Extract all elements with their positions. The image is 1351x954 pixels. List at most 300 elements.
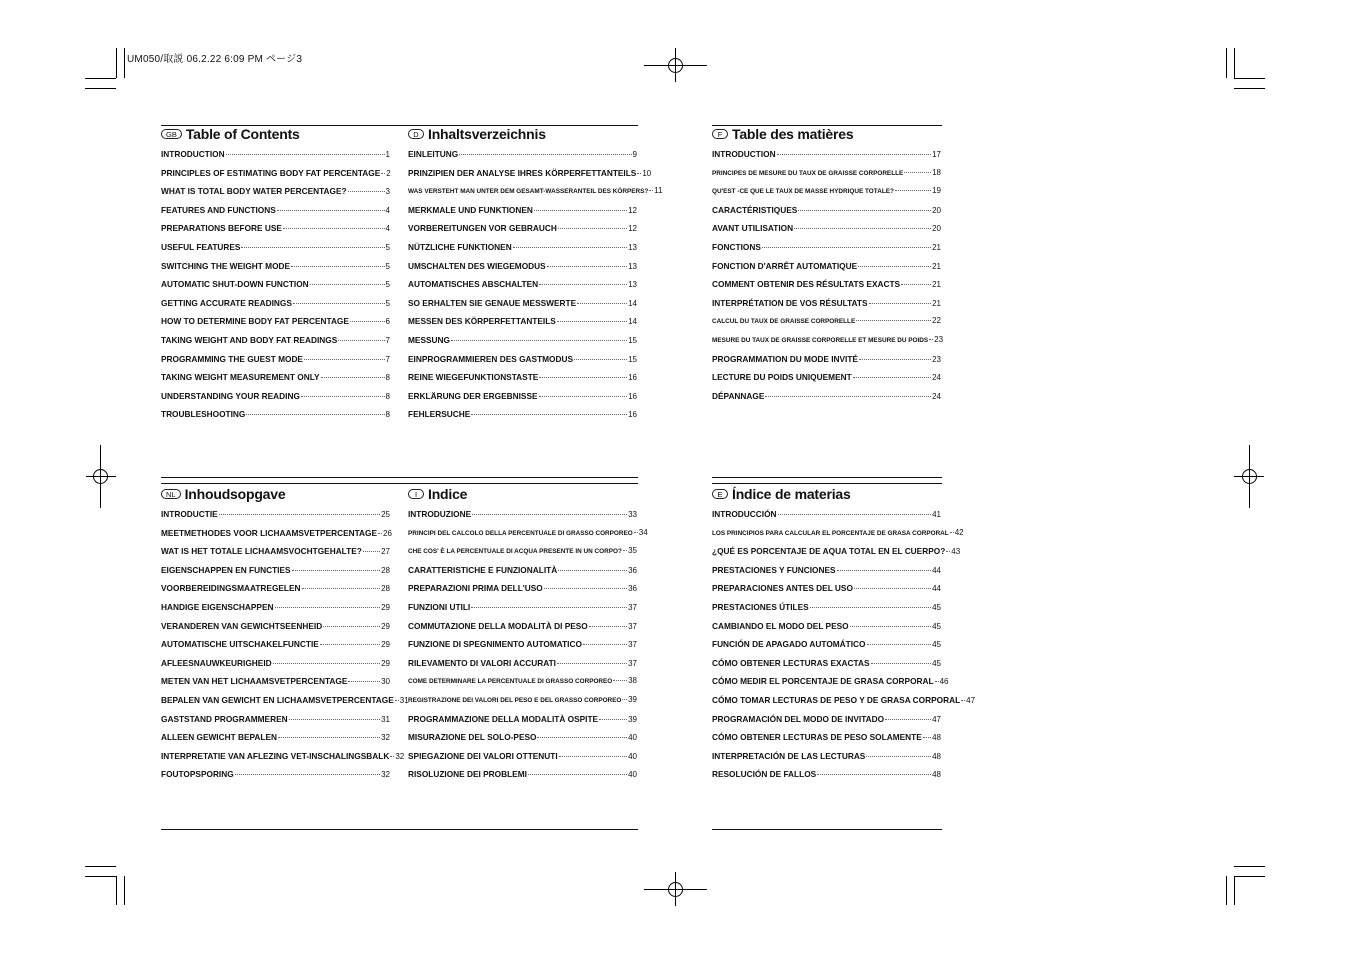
dot-leader: [459, 154, 631, 155]
toc-entry-page: 29: [381, 640, 390, 650]
dot-leader: [850, 626, 931, 627]
toc-entry-page: 7: [385, 354, 390, 364]
toc-section-d: [408, 126, 663, 420]
toc-entry: [408, 546, 637, 558]
toc-entry-title: USEFUL FEATURES: [161, 242, 241, 252]
toc-entry: [712, 335, 944, 347]
toc-entry: [712, 205, 941, 217]
toc-entry-title: TAKING WEIGHT MEASUREMENT ONLY: [161, 372, 320, 383]
toc-entry-title: PRESTACIONES Y FUNCIONES: [712, 564, 836, 575]
toc-entry: [408, 149, 637, 161]
toc-entry-page: 48: [932, 733, 941, 743]
toc-entry: [161, 528, 390, 540]
toc-entry-title: COME DETERMINARE LA PERCENTUALE DI GRASSO CORPOREO: [408, 678, 613, 686]
dot-leader: [321, 377, 385, 378]
toc-entry-page: 9: [632, 150, 637, 159]
dot-leader: [246, 414, 384, 415]
toc-entry-title: ¿QUÉ ES PORCENTAJE DE AQUA TOTAL EN EL CUERPO?: [712, 546, 946, 557]
toc-entry-page: 45: [932, 603, 941, 612]
toc-entry: [161, 279, 390, 291]
toc-entry-title: DÉPANNAGE: [712, 390, 765, 401]
toc-entry-title: ERKLÄRUNG DER ERGEBNISSE: [408, 390, 538, 401]
toc-entry: [712, 316, 941, 328]
toc-section-i: [408, 486, 648, 780]
toc-entry-title: PROGRAMMAZIONE DELLA MODALITÀ OSPITE: [408, 713, 599, 724]
toc-entry-page: 30: [381, 677, 390, 687]
section-heading: [712, 125, 941, 143]
toc-entry: [408, 298, 637, 310]
dot-leader: [961, 700, 965, 701]
dot-leader: [935, 681, 939, 682]
toc-entry: [712, 639, 941, 651]
toc-entry: [712, 621, 941, 633]
toc-entry-title: COMMENT OBTENIR DES RÉSULTATS EXACTS: [712, 279, 901, 290]
toc-entry-page: 16: [628, 373, 637, 383]
section-heading: [408, 485, 637, 503]
toc-entry: [408, 527, 648, 540]
toc-entry-page: 14: [628, 298, 637, 308]
dot-leader: [765, 396, 931, 397]
toc-entry-page: 29: [381, 621, 390, 631]
toc-entry-page: 13: [628, 280, 637, 290]
toc-entry: [161, 335, 390, 347]
dot-leader: [634, 532, 638, 533]
toc-entry: [161, 602, 390, 614]
toc-entry-page: 6: [385, 317, 390, 327]
toc-entry: [712, 279, 941, 291]
toc-entry-title: INTRODUCCIÓN: [712, 509, 777, 519]
toc-entry-page: 5: [385, 280, 390, 290]
mid-rule-left-2: [161, 483, 638, 484]
toc-entry: [712, 242, 941, 254]
dot-leader: [895, 190, 931, 191]
toc-entry-title: AUTOMATISCHE UITSCHAKELFUNCTIE: [161, 639, 319, 650]
toc-entry: [161, 149, 390, 161]
toc-entry: [408, 223, 637, 235]
dot-leader: [320, 644, 380, 645]
toc-entry-page: 29: [381, 658, 390, 668]
toc-entry-title: CALCUL DU TAUX DE GRAISSE CORPORELLE: [712, 318, 856, 326]
toc-entry: [712, 546, 961, 558]
dot-leader: [275, 607, 381, 608]
dot-leader: [471, 607, 627, 608]
toc-entry-page: 40: [628, 733, 637, 743]
toc-entry-page: 10: [642, 168, 652, 178]
toc-entry: [161, 750, 405, 763]
toc-section-e: [712, 486, 976, 780]
toc-entry-title: TROUBLESHOOTING: [161, 409, 246, 420]
toc-entry-page: 36: [628, 565, 637, 575]
dot-leader: [574, 359, 627, 360]
toc-entry-title: LOS PRINCIPIOS PARA CALCULAR EL PORCENTAJE DE GRASA CORPORAL: [712, 529, 949, 537]
toc-entry-page: 37: [628, 603, 637, 612]
toc-entry: [161, 372, 390, 384]
dot-leader: [283, 228, 385, 229]
toc-entry-title: MESSEN DES KÖRPERFETTANTEILS: [408, 316, 556, 327]
toc-entry-page: 8: [385, 410, 390, 420]
toc-entry-page: 39: [628, 714, 637, 724]
toc-entry: [408, 242, 637, 254]
toc-entry: [408, 639, 637, 651]
toc-entry: [712, 261, 941, 273]
toc-entry-title: CHE COS' È LA PERCENTUALE DI ACQUA PRESENTE IN UN CORPO?: [408, 548, 622, 556]
toc-entry-title: GETTING ACCURATE READINGS: [161, 297, 292, 308]
dot-leader: [950, 532, 954, 533]
toc-section-gb: [161, 126, 391, 420]
toc-entry-title: EINPROGRAMMIEREN DES GASTMODUS: [408, 353, 574, 364]
toc-entry-page: 12: [628, 205, 637, 215]
bottom-rule-right: [712, 829, 942, 830]
toc-entry-page: 32: [381, 770, 390, 780]
dot-leader: [798, 210, 931, 211]
toc-entry: [161, 261, 390, 273]
dot-leader: [451, 340, 627, 341]
toc-entry-title: CARATTERISTICHE E FUNZIONALITÀ: [408, 564, 558, 575]
toc-entry: [161, 565, 390, 577]
toc-entry: [161, 205, 390, 217]
dot-leader: [304, 359, 385, 360]
dot-leader: [901, 284, 931, 285]
toc-entry-page: 37: [628, 640, 637, 650]
toc-entry-page: 14: [628, 317, 637, 327]
toc-entry-page: 5: [385, 298, 390, 308]
toc-entry-page: 45: [932, 640, 941, 650]
toc-entry-page: 21: [932, 298, 941, 308]
dot-leader: [613, 680, 627, 681]
toc-entry-page: 12: [628, 224, 637, 234]
toc-entry-title: PROGRAMMATION DU MODE INVITÉ: [712, 353, 858, 364]
dot-leader: [577, 303, 627, 304]
toc-entry-title: MERKMALE UND FUNKTIONEN: [408, 204, 533, 215]
dot-leader: [869, 303, 932, 304]
toc-entry: [408, 714, 637, 726]
toc-entry: [712, 509, 941, 521]
section-title: Table des matières: [732, 126, 854, 142]
toc-section-f: [712, 126, 944, 401]
toc-entry: [712, 695, 976, 707]
mid-rule-right: [712, 477, 942, 478]
toc-entry: [161, 242, 390, 254]
toc-entry: [712, 391, 941, 403]
toc-entry-title: VORBEREITUNGEN VOR GEBRAUCH: [408, 223, 557, 234]
toc-entry-page: 39: [628, 695, 637, 704]
dot-leader: [904, 172, 931, 173]
dot-leader: [513, 247, 627, 248]
toc-entry: [161, 639, 390, 651]
toc-entry: [408, 354, 637, 366]
toc-entry-page: 32: [395, 751, 405, 761]
toc-entry: [161, 732, 390, 744]
toc-entry-title: INTERPRÉTATION DE VOS RÉSULTATS: [712, 297, 868, 308]
dot-leader: [794, 228, 931, 229]
toc-entry-title: NÜTZLICHE FUNKTIONEN: [408, 242, 512, 252]
dot-leader: [378, 533, 382, 534]
toc-entry-page: 28: [381, 565, 390, 575]
dot-leader: [539, 396, 628, 397]
toc-entry-title: GASTSTAND PROGRAMMEREN: [161, 713, 288, 724]
toc-entry-page: 48: [932, 751, 941, 761]
toc-entry: [712, 354, 941, 366]
toc-entry-title: VERANDEREN VAN GEWICHTSEENHEID: [161, 620, 323, 631]
toc-entry: [712, 658, 941, 670]
toc-entry-page: 17: [932, 150, 941, 159]
toc-entry-page: 23: [932, 354, 941, 364]
dot-leader: [558, 570, 627, 571]
toc-entry-page: 24: [932, 391, 941, 401]
toc-entry: [408, 695, 637, 707]
toc-entry: [408, 676, 637, 688]
toc-entry-title: FUNCIÓN DE APAGADO AUTOMÁTICO: [712, 639, 866, 650]
dot-leader: [777, 154, 931, 155]
toc-entry-title: WAT IS HET TOTALE LICHAAMSVOCHTGEHALTE?: [161, 546, 362, 557]
dot-leader: [867, 644, 932, 645]
toc-entry-page: 45: [932, 658, 941, 668]
dot-leader: [871, 663, 932, 664]
dot-leader: [539, 377, 627, 378]
dot-leader: [348, 681, 380, 682]
toc-entry: [408, 583, 637, 595]
language-badge: GB: [161, 129, 182, 139]
toc-entry: [712, 769, 941, 781]
toc-entry: [161, 583, 390, 595]
section-heading: [408, 125, 637, 143]
toc-entry: [161, 316, 390, 328]
dot-leader: [810, 607, 931, 608]
toc-entry-title: HANDIGE EIGENSCHAPPEN: [161, 602, 274, 612]
toc-entry-title: SO ERHALTEN SIE GENAUE MESSWERTE: [408, 297, 577, 308]
toc-entry-page: 8: [385, 391, 390, 401]
toc-entry-page: 21: [932, 243, 941, 252]
toc-entry: [712, 676, 949, 688]
toc-entry-page: 13: [628, 261, 637, 271]
toc-entry-page: 5: [385, 243, 390, 252]
mid-rule-right-2: [712, 483, 942, 484]
toc-entry: [712, 372, 941, 384]
toc-entry-title: INTERPRETACIÓN DE LAS LECTURAS: [712, 750, 866, 761]
toc-entry: [712, 714, 941, 726]
dot-leader: [528, 774, 627, 775]
toc-entry-page: 22: [932, 316, 941, 326]
toc-entry-page: 32: [381, 733, 390, 743]
toc-entry-title: COMMUTAZIONE DELLA MODALITÀ DI PESO: [408, 620, 588, 631]
toc-entry-title: VOORBEREIDINGSMAATREGELEN: [161, 583, 301, 594]
dot-leader: [310, 284, 385, 285]
toc-entry: [161, 186, 390, 198]
dot-leader: [623, 550, 627, 551]
mid-rule-left: [161, 477, 638, 478]
toc-entry: [408, 565, 637, 577]
toc-entry: [712, 565, 941, 577]
toc-entry-title: MEETMETHODES VOOR LICHAAMSVETPERCENTAGE: [161, 527, 378, 538]
toc-entry-page: 5: [385, 261, 390, 271]
dot-leader: [323, 626, 380, 627]
toc-entry-page: 40: [628, 770, 637, 780]
toc-entry: [712, 168, 941, 180]
dot-leader: [858, 266, 931, 267]
dot-leader: [854, 588, 931, 589]
toc-entry: [408, 621, 637, 633]
toc-entry-title: INTERPRETATIE VAN AFLEZING VET-INSCHALINGSBALK: [161, 750, 390, 761]
dot-leader: [219, 514, 380, 515]
toc-entry-page: 44: [932, 584, 941, 594]
toc-entry-page: 4: [385, 205, 390, 215]
toc-entry-page: 13: [628, 243, 637, 252]
dot-leader: [557, 663, 627, 664]
toc-entry-page: 7: [385, 336, 390, 345]
toc-entry-page: 28: [381, 584, 390, 594]
toc-entry: [161, 676, 390, 688]
language-badge: NL: [161, 489, 181, 499]
dot-leader: [302, 588, 381, 589]
toc-entry: [712, 602, 941, 614]
toc-entry-page: 18: [932, 167, 941, 177]
toc-entry-title: RESOLUCIÓN DE FALLOS: [712, 769, 817, 780]
dot-leader: [583, 644, 627, 645]
dot-leader: [472, 514, 627, 515]
dot-leader: [390, 756, 394, 757]
dot-leader: [559, 756, 627, 757]
toc-entry: [712, 732, 941, 744]
toc-entry-title: PROGRAMMING THE GUEST MODE: [161, 353, 303, 364]
toc-entry-page: 44: [932, 565, 941, 575]
toc-entry-title: INTRODUCTIE: [161, 509, 218, 519]
toc-entry: [408, 372, 637, 384]
toc-entry: [161, 298, 390, 310]
toc-entry-page: 33: [628, 510, 637, 519]
toc-entry-title: SWITCHING THE WEIGHT MODE: [161, 260, 291, 271]
toc-entry-page: 46: [939, 677, 949, 687]
toc-entry-title: PREPARATIONS BEFORE USE: [161, 223, 282, 234]
toc-entry-title: FEATURES AND FUNCTIONS: [161, 204, 276, 215]
dot-leader: [762, 247, 931, 248]
dot-leader: [856, 320, 931, 321]
dot-leader: [534, 210, 627, 211]
toc-entry-title: PREPARAZIONI PRIMA DELL'USO: [408, 583, 543, 594]
toc-entry-title: EIGENSCHAPPEN EN FUNCTIES: [161, 564, 291, 575]
toc-entry-title: PRINCIPES DE MESURE DU TAUX DE GRAISSE CORPORELLE: [712, 169, 904, 177]
toc-entry: [408, 658, 637, 670]
toc-entry: [408, 391, 637, 403]
section-heading: [161, 485, 390, 503]
dot-leader: [885, 719, 931, 720]
toc-entry: [712, 527, 964, 540]
dot-leader: [471, 414, 627, 415]
dot-leader: [558, 228, 627, 229]
toc-entry-page: 21: [932, 280, 941, 290]
toc-entry-title: INTRODUCTION: [161, 149, 225, 159]
toc-entry-page: 16: [628, 391, 637, 401]
toc-entry-page: 26: [383, 528, 392, 538]
dot-leader: [946, 551, 950, 552]
toc-entry: [712, 298, 941, 310]
dot-leader: [338, 340, 384, 341]
section-title: Inhaltsverzeichnis: [428, 126, 546, 142]
dot-leader: [537, 737, 627, 738]
dot-leader: [622, 699, 627, 700]
toc-entry-page: 37: [628, 658, 637, 668]
toc-entry: [161, 354, 390, 366]
toc-entry-title: PRINZIPIEN DER ANALYSE IHRES KÖRPERFETTANTEILS: [408, 167, 637, 178]
dot-leader: [277, 210, 385, 211]
toc-entry: [161, 409, 390, 421]
dot-leader: [859, 359, 931, 360]
toc-entry-title: CAMBIANDO EL MODO DEL PESO: [712, 620, 849, 631]
dot-leader: [301, 396, 385, 397]
toc-entry-page: 41: [932, 510, 941, 519]
toc-entry-page: 40: [628, 751, 637, 761]
toc-entry-page: 47: [932, 714, 941, 724]
dot-leader: [293, 303, 385, 304]
print-slug: UM050/取説 06.2.22 6:09 PM ページ3: [127, 54, 303, 65]
toc-entry-page: 42: [954, 527, 964, 537]
toc-entry-page: 2: [386, 168, 391, 178]
dot-leader: [241, 247, 384, 248]
toc-entry: [161, 509, 390, 521]
toc-entry-title: AUTOMATISCHES ABSCHALTEN: [408, 279, 539, 290]
dot-leader: [589, 626, 627, 627]
toc-entry-title: PRINCIPI DEL CALCOLO DELLA PERCENTUALE DI GRASSO CORPOREO: [408, 529, 633, 537]
toc-entry-title: LECTURE DU POIDS UNIQUEMENT: [712, 372, 852, 383]
dot-leader: [381, 173, 385, 174]
toc-entry: [712, 751, 941, 763]
bottom-rule-left: [161, 829, 638, 830]
toc-entry-title: PRINCIPLES OF ESTIMATING BODY FAT PERCENTAGE: [161, 167, 381, 178]
toc-entry: [161, 658, 390, 670]
section-heading: [161, 125, 390, 143]
toc-entry: [161, 695, 409, 707]
language-badge: I: [408, 489, 424, 499]
toc-entry: [712, 149, 941, 161]
toc-entry: [408, 261, 637, 273]
dot-leader: [235, 774, 380, 775]
toc-entry-page: 16: [628, 410, 637, 420]
dot-leader: [547, 266, 627, 267]
toc-entry-title: TAKING WEIGHT AND BODY FAT READINGS: [161, 335, 338, 345]
toc-entry-title: WAS VERSTEHT MAN UNTER DEM GESAMT-WASSERANTEIL DES KÖRPERS?: [408, 188, 649, 196]
toc-entry: [408, 751, 637, 763]
toc-entry-page: 1: [385, 150, 390, 159]
dot-leader: [923, 737, 931, 738]
toc-entry-title: MISURAZIONE DEL SOLO-PESO: [408, 732, 537, 743]
toc-entry: [408, 279, 637, 291]
dot-leader: [291, 266, 384, 267]
toc-entry-title: ALLEEN GEWICHT BEPALEN: [161, 732, 278, 743]
toc-entry-title: MESSUNG: [408, 335, 450, 345]
toc-entry-page: 21: [932, 261, 941, 271]
language-badge: E: [712, 489, 728, 499]
toc-entry-page: 23: [934, 335, 944, 344]
toc-entry-title: REINE WIEGEFUNKTIONSTASTE: [408, 372, 539, 383]
toc-entry-title: FEHLERSUCHE: [408, 409, 471, 420]
toc-entry-title: CÓMO OBTENER LECTURAS EXACTAS: [712, 657, 870, 668]
toc-entry-page: 43: [951, 547, 961, 557]
toc-entry-title: CARACTÉRISTIQUES: [712, 204, 798, 215]
language-badge: D: [408, 129, 424, 139]
dot-leader: [292, 570, 381, 571]
toc-entry-title: FONCTION D'ARRÊT AUTOMATIQUE: [712, 260, 858, 271]
toc-entry-page: 31: [381, 714, 390, 724]
toc-entry-title: REGISTRAZIONE DEI VALORI DEL PESO E DEL GRASSO CORPOREO: [408, 697, 622, 704]
toc-entry-title: PROGRAMACIÓN DEL MODO DE INVITADO: [712, 713, 885, 724]
dot-leader: [395, 700, 399, 701]
toc-entry: [712, 583, 941, 595]
toc-entry-title: AVANT UTILISATION: [712, 223, 794, 234]
toc-entry-page: 38: [628, 676, 637, 686]
toc-entry-page: 29: [381, 603, 390, 612]
toc-entry-page: 15: [628, 336, 637, 345]
section-title: Table of Contents: [185, 126, 300, 142]
dot-leader: [837, 570, 932, 571]
